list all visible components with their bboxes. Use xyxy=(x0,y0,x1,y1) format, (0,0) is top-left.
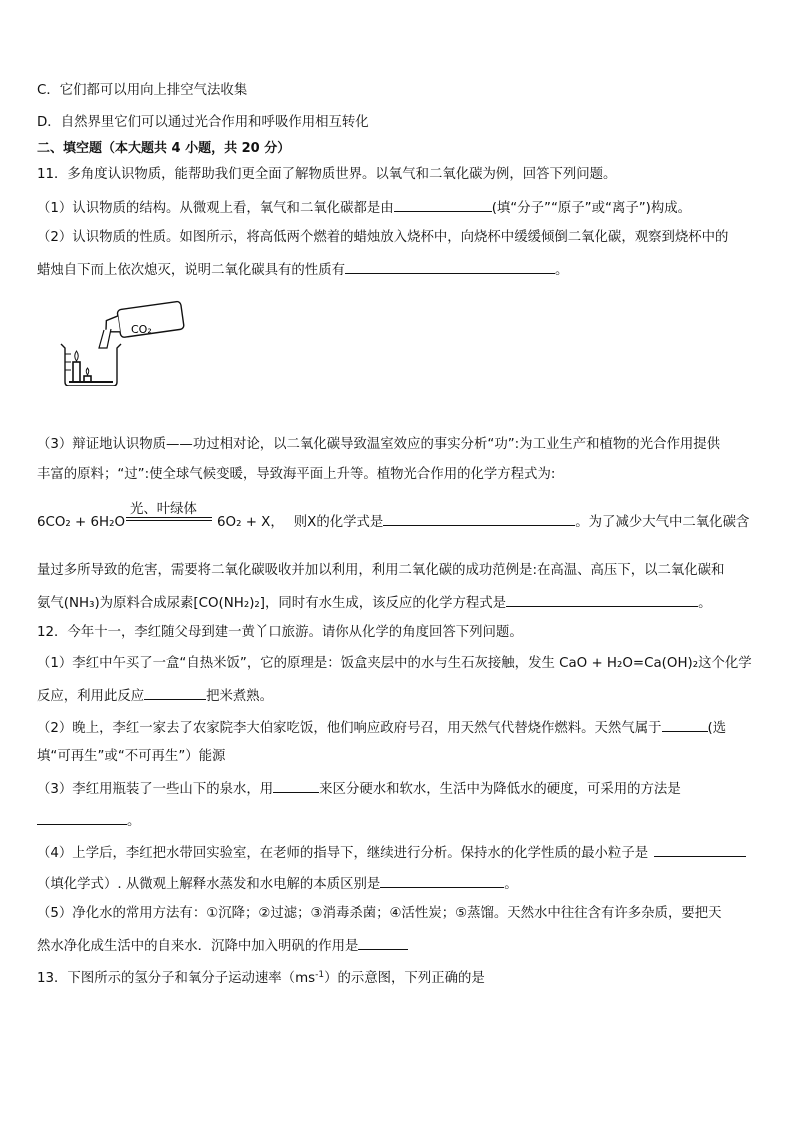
q12-part4-suffix: 。 xyxy=(504,877,518,892)
tall-candle xyxy=(73,362,80,382)
q13-sup: -1 xyxy=(315,970,325,980)
q11-part2-line1: （2）认识物质的性质。如图所示，将高低两个燃着的蜡烛放入烧杯中，向烧杯中缓缓倾倒二氧化碳，观察到烧杯中的 xyxy=(37,230,729,245)
q13-text: 13．下图所示的氢分子和氧分子运动速率（ms xyxy=(37,971,316,986)
q12-part4-line1 xyxy=(37,843,746,863)
q12-part1-suffix: 把米煮熟。 xyxy=(206,689,274,704)
q12-part1-line1: （1）李红中午买了一盒“自热米饭”，它的原理是：饭盒夹层中的水与生石灰接触，发生 CaO + H₂O=Ca(OH)₂这个化学 xyxy=(37,656,752,671)
q12-part2-line1 xyxy=(37,718,726,738)
urea-text: 氨气(NH₃)为原料合成尿素[CO(NH₂)₂]，同时有水生成，该反应的化学方程式是 xyxy=(37,596,507,611)
q12-part5-line1: （5）净化水的常用方法有：①沉降；②过滤；③消毒杀菌；④活性炭；⑤蒸馏。天然水中往往含有许多杂质，要把天 xyxy=(37,906,722,921)
q12-part3-text2: 来区分硬水和软水，生活中为降低水的硬度，可采用的方法是 xyxy=(319,782,681,797)
q11-part2-suffix: 。 xyxy=(554,263,569,278)
q12-part3-blank-a[interactable] xyxy=(273,779,319,793)
co2-candle-figure xyxy=(55,296,185,386)
q12-part4-line2 xyxy=(37,874,518,894)
q12-part5-line2 xyxy=(37,936,408,956)
q12-part1-line2 xyxy=(37,686,273,706)
q11-part1 xyxy=(37,198,691,218)
q12-part2-text: （2）晚上，李红一家去了农家院李大伯家吃饭，他们响应政府号召，用天然气代替烧作燃料。天然气属于 xyxy=(37,721,662,736)
q12-part1-blank[interactable] xyxy=(144,686,206,700)
q12-part5-text: 然水净化成生活中的自来水．沉降中加入明矾的作用是 xyxy=(37,939,359,954)
q11-part1-suffix: (填“分子”“原子”或“离子”)构成。 xyxy=(491,201,692,216)
option-c: C．它们都可以用向上排空气法收集 xyxy=(37,83,248,98)
q11-part2-text: 蜡烛自下而上依次熄灭，说明二氧化碳具有的性质有 xyxy=(37,263,345,278)
equation-right: 6O₂ + X， xyxy=(217,515,284,530)
q12-part5-blank[interactable] xyxy=(358,936,408,950)
q11-part3-line2: 丰富的原料；“过”:使全球气候变暖，导致海平面上升等。植物光合作用的化学方程式为: xyxy=(37,467,556,482)
tall-flame-icon xyxy=(75,351,79,361)
q11-part3-line5 xyxy=(37,593,711,613)
co2-label: CO₂ xyxy=(131,323,152,336)
equation-condition: 光、叶绿体 xyxy=(130,502,197,517)
q12-part1-text: 反应，利用此反应 xyxy=(37,689,145,704)
q12-part3-suffix: 。 xyxy=(127,814,141,829)
q12-part4-blank-b[interactable] xyxy=(380,874,504,888)
photosynthesis-equation xyxy=(37,512,749,532)
q11-part3-line1: （3）辩证地认识物质——功过相对论，以二氧化碳导致温室效应的事实分析“功”:为工业生产和植物的光合作用提供 xyxy=(37,437,721,452)
equation-left: 6CO₂ + 6H₂O xyxy=(37,515,126,530)
q12-part4-text2: （填化学式）. 从微观上解释水蒸发和水电解的本质区别是 xyxy=(37,877,381,892)
q11-stem: 11．多角度认识物质，能帮助我们更全面了解物质世界。以氧气和二氧化碳为例，回答下列问题。 xyxy=(37,167,617,182)
q11-part2-line2 xyxy=(37,260,568,280)
q11-part1-blank[interactable] xyxy=(394,198,492,212)
q13-stem xyxy=(37,966,485,988)
q11-part1-text: （1）认识物质的结构。从微观上看，氧气和二氧化碳都是由 xyxy=(37,201,394,216)
q12-part2-line2: 填“可再生”或“不可再生”）能源 xyxy=(37,749,226,764)
q12-part3-text: （3）李红用瓶装了一些山下的泉水，用 xyxy=(37,782,274,797)
q12-part3-line1 xyxy=(37,779,681,799)
urea-equation-blank[interactable] xyxy=(506,593,698,607)
pour-stream xyxy=(99,329,111,348)
q12-stem: 12．今年十一，李红随父母到建一黄丫口旅游。请你从化学的角度回答下列问题。 xyxy=(37,625,523,640)
x-formula-blank[interactable] xyxy=(383,512,575,526)
q11-part3-line4: 量过多所导致的危害，需要将二氧化碳吸收并加以利用，利用二氧化碳的成功范例是:在高温、高压下，以二氧化碳和 xyxy=(37,563,725,578)
equation-continue: 。为了减少大气中二氧化碳含 xyxy=(575,515,750,530)
section-title: 二、填空题（本大题共 4 小题，共 20 分） xyxy=(37,141,291,156)
urea-suffix: 。 xyxy=(698,596,712,611)
q12-part4-text: （4）上学后，李红把水带回实验室，在老师的指导下，继续进行分析。保持水的化学性质的最小粒子是 xyxy=(37,846,649,861)
short-flame-icon xyxy=(86,368,89,375)
q12-part2-blank[interactable] xyxy=(662,718,708,732)
option-d: D．自然界里它们可以通过光合作用和呼吸作用相互转化 xyxy=(37,115,369,130)
q12-part4-blank-a[interactable] xyxy=(654,843,746,857)
equation-question: 则X的化学式是 xyxy=(293,515,384,530)
q13-text2: ）的示意图，下列正确的是 xyxy=(324,971,485,986)
q12-part3-blank-b[interactable] xyxy=(37,811,127,825)
q12-part2-suffix: (选 xyxy=(707,721,727,736)
q12-part3-line2 xyxy=(37,811,140,831)
beaker-diagram xyxy=(55,296,185,386)
q11-part2-blank[interactable] xyxy=(345,260,555,274)
